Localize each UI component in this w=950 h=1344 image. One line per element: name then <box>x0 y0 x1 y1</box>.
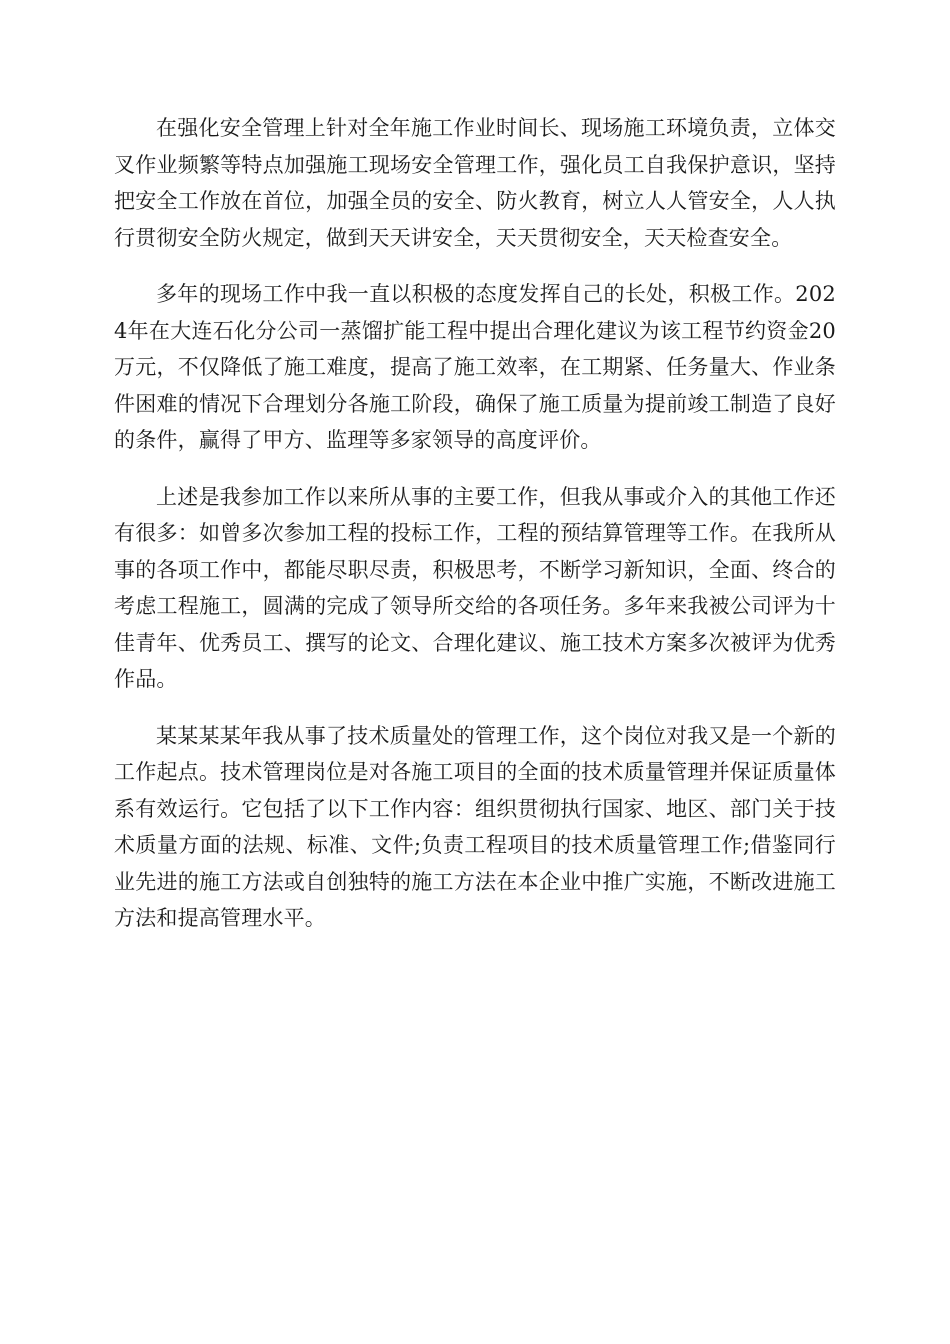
paragraph-field-work: 多年的现场工作中我一直以积极的态度发挥自己的长处，积极工作。2024年在大连石化分公司一蒸馏扩能工程中提出合理化建议为该工程节约资金20万元，不仅降低了施工难度，提高了施工效率，在工期紧、任务量大、作业条件困难的情况下合理划分各施工阶段，确保了施工质量为提前竣工制造了良好的条件，赢得了甲方、监理等多家领导的高度评价。 <box>114 282 836 452</box>
paragraph-safety-management: 在强化安全管理上针对全年施工作业时间长、现场施工环境负责，立体交叉作业频繁等特点加强施工现场安全管理工作，强化员工自我保护意识，坚持把安全工作放在首位，加强全员的安全、防火教育，树立人人管安全，人人执行贯彻安全防火规定，做到天天讲安全，天天贯彻安全，天天检查安全。 <box>114 116 836 250</box>
document-body <box>114 110 836 957</box>
paragraph-technical-quality: 某某某某年我从事了技术质量处的管理工作，这个岗位对我又是一个新的工作起点。技术管理岗位是对各施工项目的全面的技术质量管理并保证质量体系有效运行。它包括了以下工作内容：组织贯彻执行国家、地区、部门关于技术质量方面的法规、标准、文件;负责工程项目的技术质量管理工作;借鉴同行业先进的施工方法或自创独特的施工方法在本企业中推广实施，不断改进施工方法和提高管理水平。 <box>114 723 836 930</box>
paragraph-other-work: 上述是我参加工作以来所从事的主要工作，但我从事或介入的其他工作还有很多：如曾多次参加工程的投标工作，工程的预结算管理等工作。在我所从事的各项工作中，都能尽职尽责，积极思考，不断学习新知识，全面、终合的考虑工程施工，圆满的完成了领导所交给的各项任务。多年来我被公司评为十佳青年、优秀员工、撰写的论文、合理化建议、施工技术方案多次被评为优秀作品。 <box>114 484 836 691</box>
